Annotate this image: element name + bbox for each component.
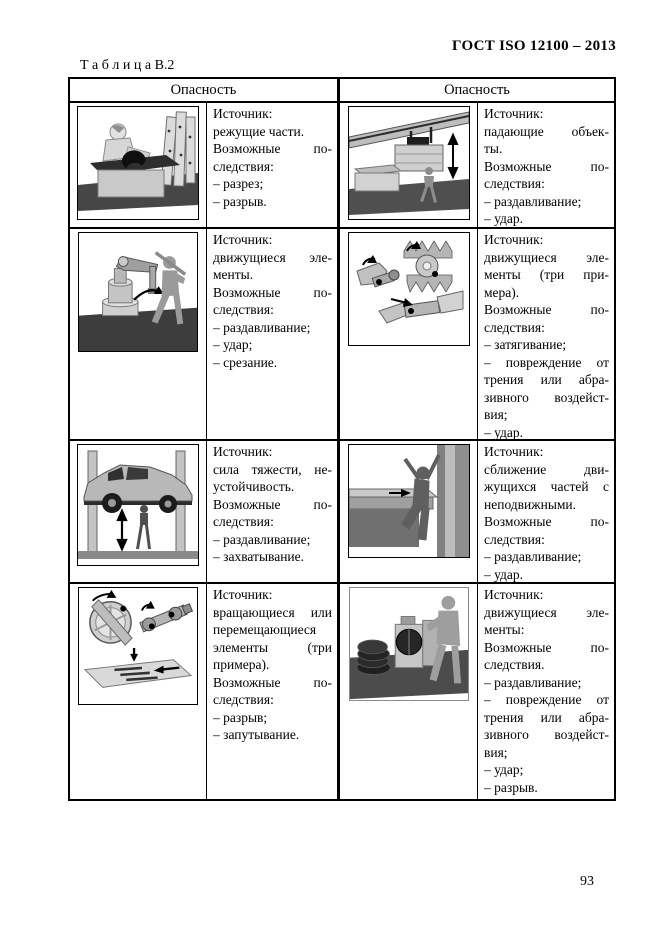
text-line: следствия: [484, 531, 545, 547]
text-line: устойчивость. [213, 479, 295, 494]
text-line: Источник: [484, 444, 544, 459]
text-line: движущиеся эле- [213, 249, 332, 265]
text-line: Возможные по- [213, 141, 332, 156]
text-line: – раздавливание; [213, 319, 311, 335]
rotating-elements-illustration [78, 587, 198, 705]
text-line: Источник: [213, 106, 273, 121]
text-line: – повреждение от [484, 692, 609, 707]
hazard-text [207, 229, 340, 439]
text-line: менты. [213, 267, 254, 282]
text-line: Источник: [213, 232, 273, 247]
illustration-cell [340, 441, 478, 582]
text-line: Источник: [213, 587, 273, 602]
hazard-text [207, 441, 340, 582]
text-line: Возможные по- [213, 674, 332, 690]
text-line: движущиеся эле- [484, 249, 609, 265]
machine-and-coil-illustration [349, 587, 469, 701]
table-row [70, 441, 614, 584]
text-line: – запутывание. [213, 727, 300, 742]
text-line: следствия: [213, 692, 274, 707]
text-line: – раздавливание; [484, 549, 582, 564]
text-line: вия; [484, 744, 508, 760]
car-lift-illustration [77, 444, 199, 566]
hazard-text [478, 441, 614, 582]
text-line: – удар; [484, 762, 524, 777]
table-row [70, 103, 614, 229]
hazard-text [207, 103, 340, 227]
illustration-cell [70, 103, 207, 227]
text-line: Возможные по- [213, 284, 332, 300]
document-header: ГОСТ ISO 12100 – 2013 [451, 38, 616, 54]
text-line: – раздавливание; [213, 531, 311, 547]
text-line: жущихся частей с [484, 479, 609, 494]
in-running-nips-illustration [348, 232, 470, 346]
cutting-machine-illustration [77, 106, 199, 220]
text-line: – затягивание; [484, 337, 567, 352]
table-header-row [70, 79, 614, 103]
hazard-text [478, 103, 614, 227]
text-line: – разрыв. [484, 779, 538, 795]
text-line: – повреждение от [484, 354, 609, 370]
text-line: менты (три при- [484, 267, 609, 282]
hazard-text [207, 584, 340, 799]
suspended-load-illustration [348, 106, 470, 220]
text-line: мера). [484, 284, 520, 300]
text-line: перемещающиеся [213, 622, 317, 637]
text-line: трения или абра- [484, 372, 609, 387]
table-row [70, 229, 614, 441]
text-line: следствия: [484, 319, 545, 335]
text-line: менты: [484, 622, 525, 637]
text-line: – удар; [213, 337, 253, 352]
text-line: неподвижными. [484, 496, 577, 512]
text-line: – разрыв. [213, 193, 267, 209]
text-line: – срезание. [213, 354, 278, 370]
text-line: примера). [213, 657, 270, 672]
text-line: – раздавливание; [484, 193, 582, 209]
text-line: – разрез; [213, 176, 264, 191]
text-line: – удар. [484, 566, 524, 582]
text-line: зивного воздейст- [484, 389, 609, 405]
illustration-cell [70, 441, 207, 582]
page-number: 93 [580, 874, 594, 889]
text-line: следствия. [484, 657, 545, 672]
text-line: Возможные по- [484, 302, 609, 317]
text-line: следствия: [484, 176, 545, 191]
pinned-person-illustration [348, 444, 470, 558]
hazard-text [478, 584, 614, 799]
text-line: следствия: [213, 302, 274, 317]
table-label: Т а б л и ц а В.2 [80, 58, 175, 73]
text-line: Источник: [484, 587, 544, 602]
text-line: следствия: [213, 514, 274, 529]
text-line: следствия: [213, 158, 274, 174]
illustration-cell [340, 103, 478, 227]
text-line: – захватывание. [213, 549, 305, 564]
text-line: – раздавливание; [484, 674, 582, 690]
illustration-cell [340, 584, 478, 799]
column-header-right: Опасность [444, 81, 510, 98]
text-line: режущие части. [213, 123, 305, 139]
text-line: – удар. [484, 424, 524, 439]
text-line: сближение дви- [484, 461, 609, 477]
column-header-left: Опасность [70, 79, 340, 101]
illustration-cell [70, 229, 207, 439]
text-line: Источник: [484, 106, 544, 121]
table-row [70, 584, 614, 799]
text-line: Возможные по- [484, 639, 609, 655]
text-line: Источник: [213, 444, 273, 459]
text-line: вия; [484, 407, 508, 422]
text-line: Возможные по- [213, 496, 332, 512]
text-line: трения или абра- [484, 709, 609, 725]
text-line: ты. [484, 141, 503, 156]
text-line: падающие объек- [484, 123, 609, 139]
text-line: сила тяжести, не- [213, 461, 332, 477]
text-line: Возможные по- [484, 514, 609, 529]
illustration-cell [340, 229, 478, 439]
text-line: движущиеся эле- [484, 604, 609, 620]
text-line: вращающиеся или [213, 604, 332, 620]
text-line: элементы (три [213, 639, 332, 655]
text-line: зивного воздейст- [484, 727, 609, 742]
text-line: – удар. [484, 211, 524, 226]
hazard-table [68, 77, 616, 801]
illustration-cell [70, 584, 207, 799]
text-line: Источник: [484, 232, 544, 247]
hazard-text [478, 229, 614, 439]
robot-arm-illustration [78, 232, 198, 352]
text-line: Возможные по- [484, 158, 609, 174]
text-line: – разрыв; [213, 709, 268, 725]
